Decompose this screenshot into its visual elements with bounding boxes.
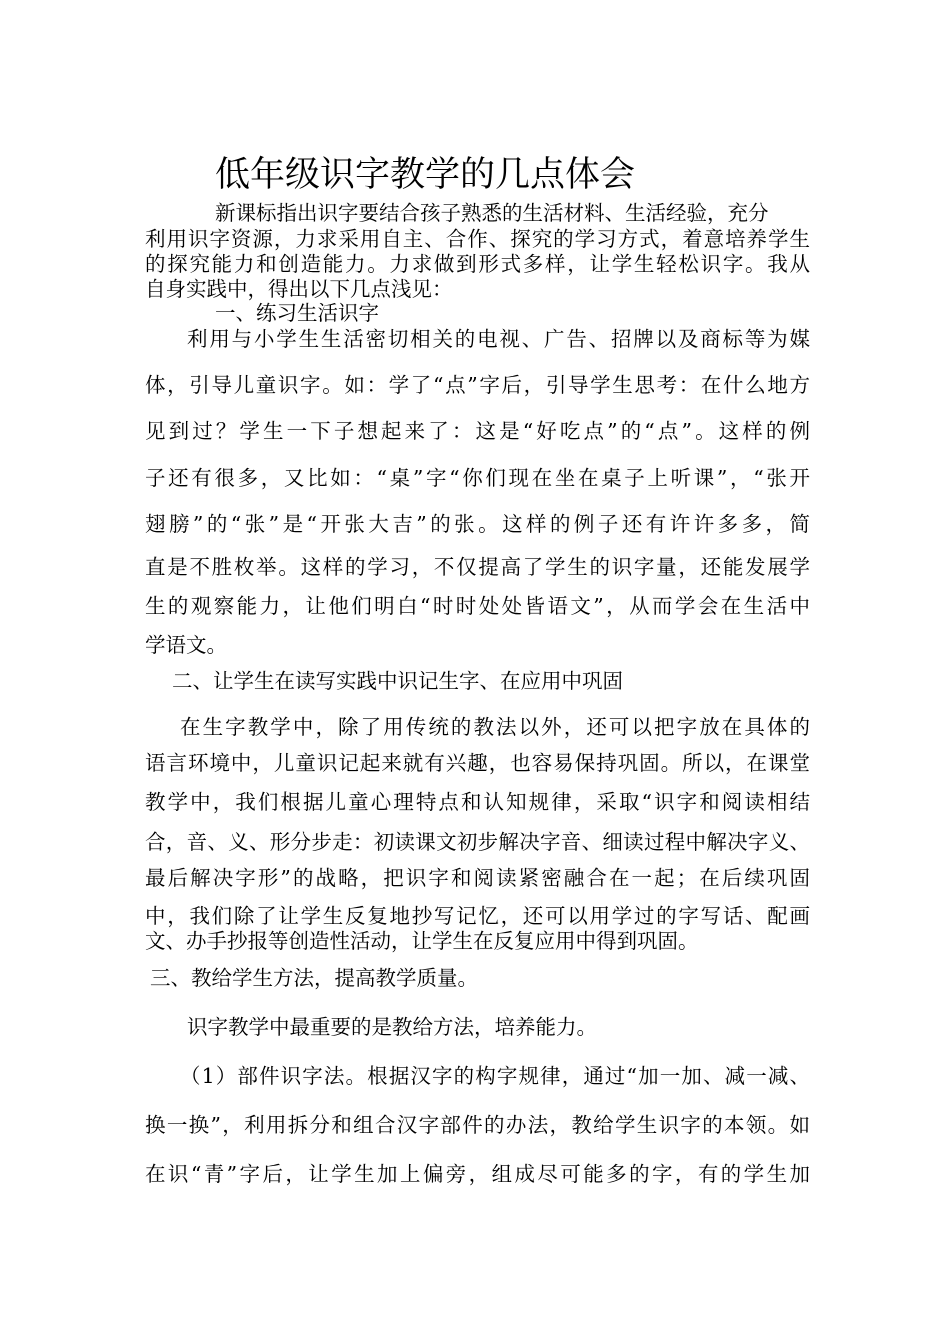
paragraph-line: 在生字教学中，除了用传统的教法以外，还可以把字放在具体的 <box>180 715 810 739</box>
section-heading: 三、教给学生方法，提高教学质量。 <box>150 966 478 990</box>
paragraph-line: 见到过？学生一下子想起来了：这是“好吃点”的“点”。这样的例 <box>145 419 810 443</box>
paragraph-line: 合，音、义、形分步走：初读课文初步解决字音、细读过程中解决字义、 <box>145 830 810 854</box>
paragraph-line: 新课标指出识字要结合孩子熟悉的生活材料、生活经验，充分 <box>215 201 769 225</box>
paragraph-line: 在识“青”字后，让学生加上偏旁，组成尽可能多的字，有的学生加 <box>145 1162 810 1186</box>
paragraph-line: （1）部件识字法。根据汉字的构字规律，通过“加一加、减一减、 <box>180 1064 810 1088</box>
paragraph-line: 教学中，我们根据儿童心理特点和认知规律，采取“识字和阅读相结 <box>145 790 810 814</box>
paragraph-line: 翅膀”的“张”是“开张大吉”的张。这样的例子还有许许多多，简 <box>145 512 810 536</box>
paragraph-line: 体，引导儿童识字。如：学了“点”字后，引导学生思考：在什么地方 <box>145 373 810 397</box>
paragraph-line: 利用与小学生生活密切相关的电视、广告、招牌以及商标等为媒 <box>187 327 810 351</box>
paragraph-line: 学语文。 <box>145 633 227 657</box>
section-heading: 二、让学生在读写实践中识记生字、在应用中巩固 <box>172 669 623 693</box>
paragraph-line: 最后解决字形”的战略，把识字和阅读紧密融合在一起；在后续巩固 <box>145 866 810 890</box>
paragraph-line: 自身实践中，得出以下几点浅见： <box>145 277 453 301</box>
document-title: 低年级识字教学的几点体会 <box>215 155 636 195</box>
paragraph-line: 中，我们除了让学生反复地抄写记忆，还可以用学过的字写话、配画 <box>145 904 810 928</box>
paragraph-line: 利用识字资源，力求采用自主、合作、探究的学习方式，着意培养学生 <box>145 227 810 251</box>
paragraph-line: 直是不胜枚举。这样的学习，不仅提高了学生的识字量，还能发展学 <box>145 555 810 579</box>
paragraph-line: 的探究能力和创造能力。力求做到形式多样，让学生轻松识字。我从 <box>145 252 810 276</box>
paragraph-line: 换一换”，利用拆分和组合汉字部件的办法，教给学生识字的本领。如 <box>145 1113 810 1137</box>
paragraph-line: 生的观察能力，让他们明白“时时处处皆语文”，从而学会在生活中 <box>145 594 810 618</box>
paragraph-line: 识字教学中最重要的是教给方法，培养能力。 <box>187 1015 597 1039</box>
section-heading: 一、练习生活识字 <box>215 301 379 325</box>
paragraph-line: 文、办手抄报等创造性活动，让学生在反复应用中得到巩固。 <box>145 929 699 953</box>
paragraph-line: 子还有很多，又比如：“桌”字“你们现在坐在桌子上听课”，“张开 <box>145 466 810 490</box>
paragraph-line: 语言环境中，儿童识记起来就有兴趣，也容易保持巩固。所以，在课堂 <box>145 751 810 775</box>
